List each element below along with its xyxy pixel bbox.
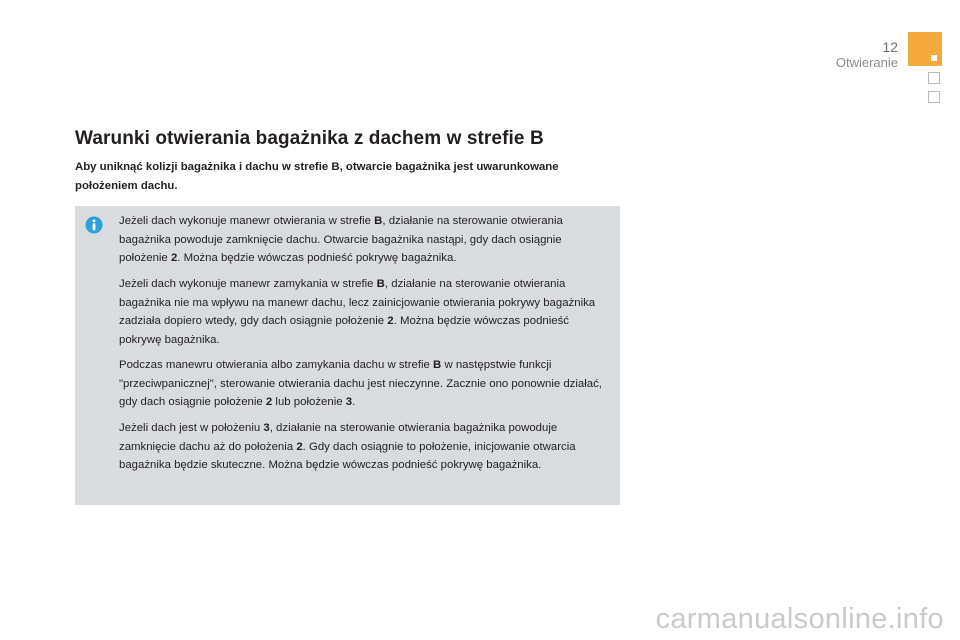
chapter-tab-active[interactable]: [908, 32, 942, 66]
info-paragraph: Jeżeli dach wykonuje manewr otwierania w strefie B, działanie na sterowanie otwierania bagażnika powoduje zamknięcie dachu. Otwarcie bagażnika nastąpi, gdy dach osiągnie położenie 2. Można będzie wówczas podnieść pokrywę bagażnika.: [119, 215, 563, 264]
watermark: carmanualsonline.info: [655, 603, 944, 635]
page-number: 12: [882, 39, 898, 55]
info-paragraph: Podczas manewru otwierania albo zamykania dachu w strefie B w następstwie funkcji "przeciwpanicznej", sterowanie otwierania dachu jest nieczynne. Zacznie ono ponownie działać, gdy dach osiągnie położenie 2 lub położenie 3.: [119, 359, 602, 408]
info-paragraph: Jeżeli dach wykonuje manewr zamykania w strefie B, działanie na sterowanie otwierania bagażnika nie ma wpływu na manewr dachu, lecz zainicjowanie otwierania pokrywy bagażnika zadziała dopiero wtedy, gdy dach osiągnie położenie 2. Można będzie wówczas podnieść pokrywę bagażnika.: [119, 278, 596, 346]
page-heading: Warunki otwierania bagażnika z dachem w strefie B: [75, 128, 544, 149]
info-box: [75, 206, 620, 505]
chapter-tab-3[interactable]: [928, 91, 940, 103]
info-icon: [85, 216, 103, 234]
section-title: Otwieranie: [835, 55, 898, 70]
square-icon: [931, 55, 937, 61]
chapter-tab-2[interactable]: [928, 72, 940, 84]
info-paragraph: Jeżeli dach jest w położeniu 3, działanie na sterowanie otwierania bagażnika powoduje zamknięcie dachu aż do położenia 2. Gdy dach osiągnie to położenie, inicjowanie otwarcia bagażnika będzie skuteczne. Można będzie wówczas podnieść pokrywę bagażnika.: [119, 422, 576, 471]
intro-text: Aby uniknąć kolizji bagażnika i dachu w strefie B, otwarcie bagażnika jest uwarunkowane położeniem dachu.: [75, 161, 559, 192]
